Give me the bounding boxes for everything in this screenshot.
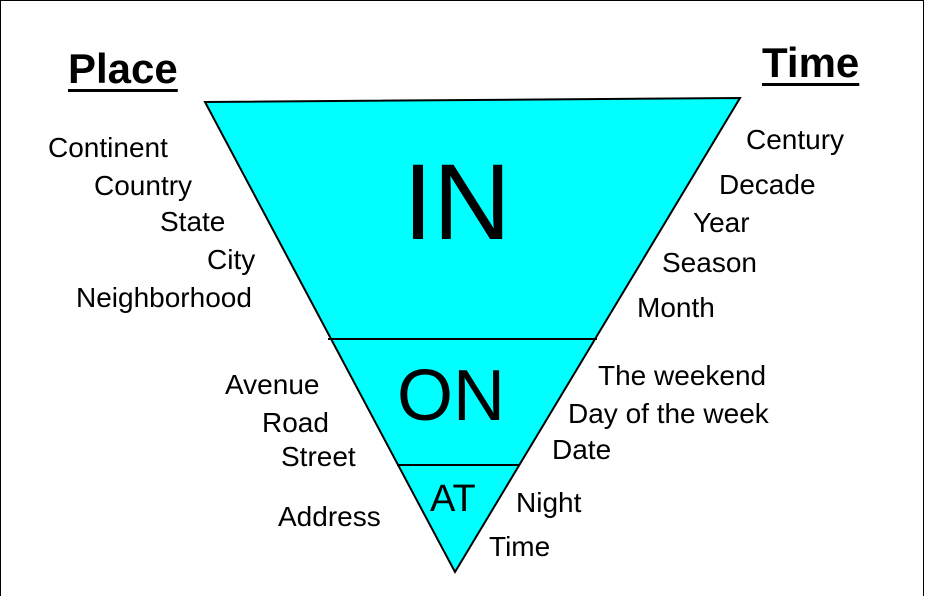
time-on-item: The weekend xyxy=(598,360,767,391)
time-at-item: Night xyxy=(516,487,582,518)
section-at-label: AT xyxy=(430,478,476,520)
time-in-item: Year xyxy=(693,207,750,238)
time-heading: Time xyxy=(762,39,860,86)
place-in-item: Country xyxy=(94,170,193,201)
time-at-item: Time xyxy=(489,531,551,562)
place-heading: Place xyxy=(68,45,178,92)
time-on-item: Date xyxy=(552,434,612,465)
time-in-item: Century xyxy=(746,124,845,155)
place-at-item: Address xyxy=(278,501,381,532)
place-on-item: Road xyxy=(262,407,329,438)
place-in-item: Neighborhood xyxy=(76,282,252,313)
section-in-label: IN xyxy=(403,141,511,262)
time-in-item: Month xyxy=(637,292,715,323)
place-in-item: State xyxy=(160,206,226,237)
time-in-item: Decade xyxy=(719,169,816,200)
place-in-item: Continent xyxy=(48,132,168,163)
time-on-item: Day of the week xyxy=(568,398,769,429)
place-on-item: Street xyxy=(281,441,356,472)
place-in-item: City xyxy=(207,244,256,275)
place-on-item: Avenue xyxy=(225,369,320,400)
time-in-item: Season xyxy=(662,247,757,278)
section-on-label: ON xyxy=(397,356,505,436)
